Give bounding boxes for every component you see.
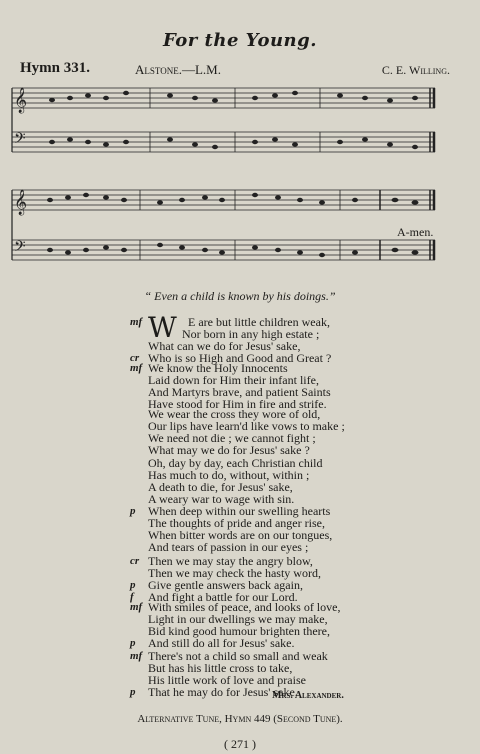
- music-staff-2: [10, 182, 440, 272]
- page-number: ( 271 ): [224, 737, 256, 751]
- verse-line-text: His little work of love and praise: [148, 673, 306, 687]
- verse-line-text: Bid kind good humour brighten there,: [148, 624, 330, 638]
- verse-line-text: Our lips have learn'd like vows to make ;: [148, 419, 345, 433]
- tune-name: Alstone.—L.M.: [135, 62, 221, 77]
- epigraph: “ Even a child is known by his doings.”: [144, 289, 336, 303]
- svg-text:𝄢: 𝄢: [14, 238, 26, 259]
- verse-line-text: Laid down for Him their infant life,: [148, 373, 319, 387]
- verse-line-text: Then we may check the hasty word,: [148, 566, 321, 580]
- verse-line-text: Light in our dwellings we may make,: [148, 612, 328, 626]
- verse-line-text: Have stood for Him in fire and strife.: [148, 397, 327, 411]
- verse-line-text: And still do all for Jesus' sake.: [148, 636, 295, 650]
- verse-4: [130, 457, 460, 505]
- verse-line-text: But has his little cross to take,: [148, 661, 293, 675]
- svg-text:𝄢: 𝄢: [14, 130, 26, 151]
- dynamic-mark: mf: [130, 316, 143, 328]
- verse-line-text: A weary war to wage with sin.: [148, 492, 295, 506]
- verse-line-text: What can we do for Jesus' sake,: [148, 339, 301, 353]
- hymn-author: Mrs. Alexander.: [272, 690, 344, 701]
- dynamic-mark: p: [130, 579, 136, 591]
- verse-line-text: What may we do for Jesus' sake ?: [148, 443, 310, 457]
- verse-line-text: When bitter words are on our tongues,: [148, 528, 333, 542]
- svg-text:𝄞: 𝄞: [14, 190, 28, 215]
- verse-2: [130, 362, 460, 410]
- music-staff-1: [10, 80, 440, 170]
- verse-line-text: E are but little children weak,: [188, 315, 330, 329]
- page-title: For the Young.: [163, 30, 317, 51]
- hymn-heading: [20, 60, 460, 80]
- composer-name: C. E. Willing.: [381, 63, 450, 77]
- verse-line-text: Then we may stay the angry blow,: [148, 554, 313, 568]
- verse-7: [130, 601, 460, 649]
- verse-line-text: Nor born in any high estate ;: [182, 327, 320, 341]
- verse-line-text: There's not a child so small and weak: [148, 649, 328, 663]
- verse-line-text: We need not die ; we cannot fight ;: [148, 431, 316, 445]
- verse-line-text: And tears of passion in our eyes ;: [148, 540, 309, 554]
- verse-line-text: We wear the cross they wore of old,: [148, 407, 321, 421]
- verse-5: [130, 505, 460, 553]
- verse-line-text: When deep within our swelling hearts: [148, 504, 331, 518]
- verse-line-text: And fight a battle for our Lord.: [148, 590, 298, 604]
- verse-3: [130, 408, 460, 456]
- svg-text:𝄞: 𝄞: [14, 88, 28, 113]
- verse-line-text: That he may do for Jesus' sake.: [148, 685, 298, 699]
- dynamic-mark: cr: [130, 555, 140, 567]
- dynamic-mark: p: [130, 637, 136, 649]
- verse-line-text: With smiles of peace, and looks of love,: [148, 600, 341, 614]
- verse-line: [130, 541, 460, 553]
- verse-line-text: Has much to do, without, within ;: [148, 468, 310, 482]
- verse-line-text: Give gentle answers back again,: [148, 578, 303, 592]
- hymn-number: Hymn 331.: [20, 60, 91, 76]
- verse-line-text: And Martyrs brave, and patient Saints: [148, 385, 331, 399]
- verse-line-text: Who is so High and Good and Great ?: [148, 351, 332, 365]
- dynamic-mark: p: [130, 686, 136, 698]
- dynamic-mark: mf: [130, 362, 143, 374]
- music-system-1: [10, 80, 440, 170]
- alternative-tune-note: Alternative Tune, Hymn 449 (Second Tune).: [137, 713, 343, 725]
- verse-line-text: We know the Holy Innocents: [148, 361, 288, 375]
- dynamic-mark: mf: [130, 650, 143, 662]
- dynamic-mark: cr: [130, 352, 140, 364]
- dynamic-mark: mf: [130, 601, 143, 613]
- dynamic-mark: f: [130, 591, 134, 603]
- drop-cap: W: [148, 311, 177, 344]
- verse-line-text: Oh, day by day, each Christian child: [148, 456, 323, 470]
- verse-line: [130, 637, 460, 649]
- amen-label: A-men.: [397, 225, 434, 239]
- verse-1: [130, 311, 460, 365]
- verse-line-text: The thoughts of pride and anger rise,: [148, 516, 325, 530]
- music-system-2: [10, 182, 440, 272]
- verse-line-text: A death to die, for Jesus' sake,: [148, 480, 293, 494]
- verse-6: [130, 555, 460, 603]
- verse-line: [130, 444, 460, 456]
- dynamic-mark: p: [130, 505, 136, 517]
